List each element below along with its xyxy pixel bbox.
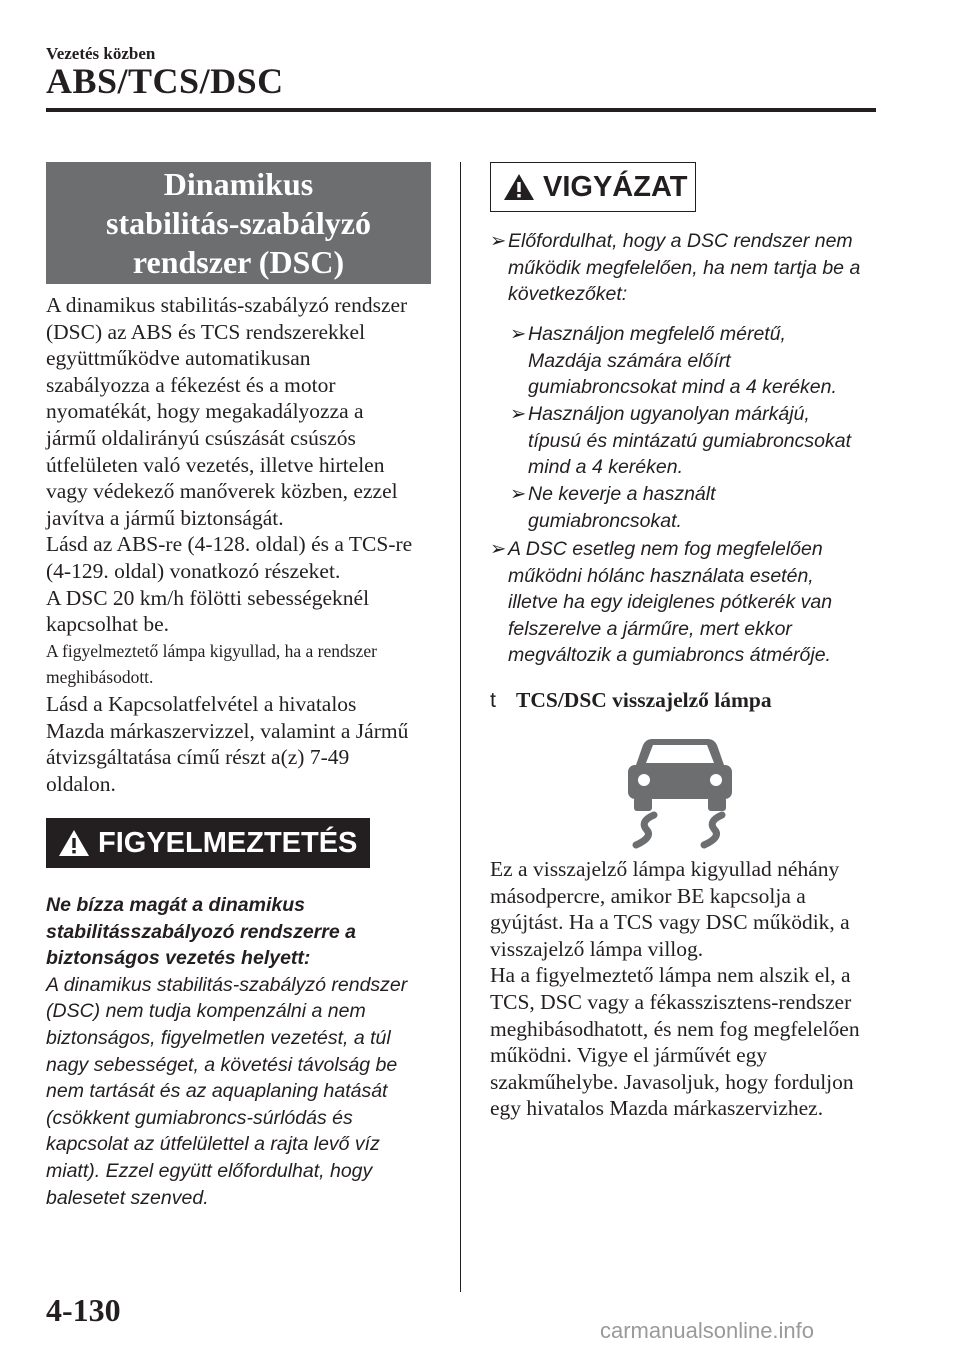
warning-text xyxy=(46,892,436,1211)
text-line: Mazda márkaszervizzel, valamint a Jármű xyxy=(46,718,409,743)
warning-bold-line: Ne bízza magát a dinamikus xyxy=(46,894,305,916)
text-line: A dinamikus stabilitás-szabályzó rendszer xyxy=(46,293,408,317)
warning-bold-line: biztonságos vezetés helyett: xyxy=(46,947,311,970)
warning-line: kapcsolat az útfelülettel a rajta levő víz xyxy=(46,1133,380,1156)
caution-line: gumiabroncsokat mind a 4 keréken. xyxy=(528,376,837,399)
warning-bold-line: stabilitásszabályozó rendszerre a xyxy=(46,920,356,943)
bullet-arrow-icon: ➢ xyxy=(510,403,527,425)
text-line: kapcsolhat be. xyxy=(46,612,169,637)
text-line: egy hivatalos Mazda márkaszervizhez. xyxy=(490,1096,824,1121)
indicator-description xyxy=(490,856,890,1122)
warning-line: miatt). Ezzel együtt előfordulhat, hogy xyxy=(46,1159,373,1182)
subsection-heading: TCS/DSC visszajelző lámpa xyxy=(516,688,772,712)
caution-line: működni hólánc használata esetén, xyxy=(508,564,814,587)
note-line: A figyelmeztető lámpa kigyullad, ha a rendszer xyxy=(46,640,377,661)
caution-badge xyxy=(490,162,696,212)
text-line: nyomatékát, hogy megakadályozza a xyxy=(46,399,364,424)
warning-line: balesetet szenved. xyxy=(46,1186,209,1209)
caution-sub-item xyxy=(528,481,716,534)
text-line: Lásd az ABS-re (4-128. oldal) és a TCS-re xyxy=(46,532,413,557)
caution-triangle-icon xyxy=(503,172,535,202)
text-line: Ez a visszajelző lámpa kigyullad néhány xyxy=(490,857,840,881)
running-header-section: Vezetés közben xyxy=(46,44,156,63)
warning-line: (csökkent gumiabroncs-súrlódás és xyxy=(46,1106,353,1129)
caution-line: Mazdája számára előírt xyxy=(528,349,731,372)
warning-triangle-icon xyxy=(58,828,90,858)
page-number: 4-130 xyxy=(46,1292,121,1328)
caution-line: felszerelve a járműre, mert ekkor xyxy=(508,617,792,640)
caution-label: VIGYÁZAT xyxy=(543,170,688,203)
caution-line: mind a 4 keréken. xyxy=(528,456,684,479)
column-divider xyxy=(460,162,461,1292)
caution-line: Használjon ugyanolyan márkájú, xyxy=(528,403,810,425)
intro-paragraph xyxy=(46,292,436,797)
caution-line: megváltozik a gumiabroncs átmérője. xyxy=(508,644,831,667)
caution-line: A DSC esetleg nem fog megfelelően xyxy=(508,538,823,560)
section-title-line: rendszer (DSC) xyxy=(132,243,345,280)
section-title-box xyxy=(46,162,431,284)
note-line: meghibásodott. xyxy=(46,667,154,688)
text-line: TCS, DSC vagy a fékasszisztens-rendszer xyxy=(490,989,852,1014)
warning-label: FIGYELMEZTETÉS xyxy=(98,826,358,859)
text-line: működni. Vigye el járművét egy xyxy=(490,1043,768,1068)
text-line: javítva a jármű biztonságát. xyxy=(46,505,284,530)
caution-line: Használjon megfelelő méretű, xyxy=(528,323,786,345)
text-line: Ha a figyelmeztető lámpa nem alszik el, a xyxy=(490,963,851,988)
text-line: szakműhelybe. Javasoljuk, hogy forduljon xyxy=(490,1069,854,1094)
warning-line: nem tartását és az aquaplaning hatását xyxy=(46,1080,388,1103)
text-line: A DSC 20 km/h fölötti sebességeknél xyxy=(46,585,370,610)
text-line: gyújtást. Ha a TCS vagy DSC működik, a xyxy=(490,910,850,935)
caution-line: következőket: xyxy=(508,283,628,306)
header-rule xyxy=(46,108,876,112)
watermark: carmanualsonline.info xyxy=(600,1318,815,1343)
text-line: meghibásodhatott, és nem fog megfelelően xyxy=(490,1016,860,1041)
warning-line: (DSC) nem tudja kompenzálni a nem xyxy=(46,1000,366,1023)
text-line: (DSC) az ABS és TCS rendszerekkel xyxy=(46,319,366,344)
caution-list xyxy=(490,228,890,678)
text-line: oldalon. xyxy=(46,771,116,796)
caution-sub-item xyxy=(528,401,851,481)
warning-line: nagy sebességet, a követési távolság be xyxy=(46,1053,398,1076)
caution-sub-item xyxy=(528,321,837,401)
caution-line: Előfordulhat, hogy a DSC rendszer nem xyxy=(508,230,853,252)
text-line: vagy védekező manőverek közben, ezzel xyxy=(46,479,398,504)
text-line: másodpercre, amikor BE kapcsolja a xyxy=(490,883,806,908)
text-line: útfelületen való vezetés, illetve hirtelen xyxy=(46,452,385,477)
warning-line: biztonságos, figyelmetlen vezetést, a túl xyxy=(46,1026,391,1049)
bullet-arrow-icon: ➢ xyxy=(510,323,527,345)
text-line: együttműködve automatikusan xyxy=(46,346,311,371)
bullet-arrow-icon: ➢ xyxy=(510,483,527,505)
warning-line: A dinamikus stabilitás-szabályzó rendszer xyxy=(46,973,408,996)
text-line: szabályozza a fékezést és a motor xyxy=(46,372,336,397)
running-header-title: ABS/TCS/DSC xyxy=(46,61,284,101)
caution-line: gumiabroncsokat. xyxy=(528,509,682,532)
caution-line: Ne keverje a használt xyxy=(528,483,716,505)
bullet-arrow-icon: ➢ xyxy=(490,230,507,252)
caution-line: típusú és mintázatú gumiabroncsokat xyxy=(528,429,852,452)
caution-item xyxy=(508,536,832,669)
caution-item xyxy=(508,228,860,308)
section-title-line: stabilitás-szabályzó xyxy=(106,204,371,241)
skidding-car-icon xyxy=(620,735,740,850)
subsection-marker: t xyxy=(490,688,496,712)
text-line: átvizsgáltatása című részt a(z) 7-49 xyxy=(46,745,350,770)
section-title-line: Dinamikus xyxy=(163,165,314,202)
bullet-arrow-icon: ➢ xyxy=(490,538,507,560)
warning-badge xyxy=(46,818,370,868)
text-line: (4-129. oldal) vonatkozó részeket. xyxy=(46,558,341,583)
text-line: visszajelző lámpa villog. xyxy=(490,936,704,961)
text-line: Lásd a Kapcsolatfelvétel a hivatalos xyxy=(46,691,357,716)
text-line: jármű oldalirányú csúszását csúszós xyxy=(46,425,356,450)
caution-line: illetve ha egy ideiglenes pótkerék van xyxy=(508,591,833,614)
caution-line: működik megfelelően, ha nem tartja be a xyxy=(508,256,861,279)
